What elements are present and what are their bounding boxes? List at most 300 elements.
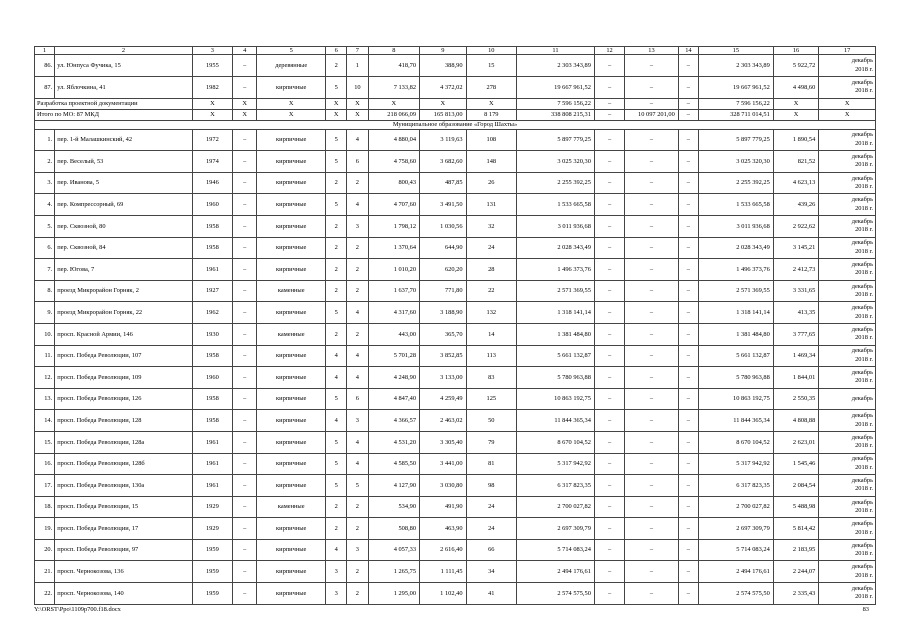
cost-cell: 11 844 365,34 <box>517 410 595 432</box>
footer-page-number: 83 <box>862 606 869 613</box>
address-cell: просп. Победа Революции, 107 <box>55 345 192 367</box>
deadline-month: декабрь <box>851 153 873 161</box>
column-number: 10 <box>466 47 517 55</box>
entrances-cell: 2 <box>347 323 368 345</box>
table-cell: – <box>625 259 679 281</box>
deadline-year: 2018 г. <box>855 593 873 601</box>
unit-cost-cell: 4 808,88 <box>773 410 818 432</box>
total-area-cell: 4 847,40 <box>368 388 420 410</box>
total-area-cell: 5 701,28 <box>368 345 420 367</box>
deadline-year: 2018 г. <box>855 571 873 579</box>
table-cell: – <box>678 561 698 583</box>
row-number: 8. <box>35 280 55 302</box>
deadline-year: 2018 г. <box>855 528 873 536</box>
address-cell: пер. Сквозной, 80 <box>55 215 192 237</box>
row-number: 10. <box>35 323 55 345</box>
cost-cell: 2 028 343,49 <box>517 237 595 259</box>
living-area-cell: 491,90 <box>420 496 466 518</box>
cost-cell: 2 571 369,55 <box>517 280 595 302</box>
column-number: 4 <box>233 47 257 55</box>
total-area-cell: 4 585,50 <box>368 453 420 475</box>
column-number: 3 <box>192 47 232 55</box>
deadline-cell <box>819 302 876 324</box>
row-label: Итого по МО: 87 МКД <box>35 109 193 120</box>
address-cell: просп. Красной Армии, 146 <box>55 323 192 345</box>
cost-cell: 2 303 343,89 <box>517 55 595 77</box>
living-area-cell: 388,90 <box>420 55 466 77</box>
residents-cell: 15 <box>466 55 517 77</box>
table-cell: – <box>594 109 624 120</box>
cost-cell: 2 494 176,61 <box>517 561 595 583</box>
year-cell: 1958 <box>192 215 232 237</box>
x-cell: X <box>347 98 368 109</box>
table-cell: – <box>594 367 624 389</box>
deadline-cell <box>819 561 876 583</box>
address-cell: проезд Микрорайон Горняк, 22 <box>55 302 192 324</box>
year-cell: 1958 <box>192 410 232 432</box>
total-area-cell: 4 127,90 <box>368 475 420 497</box>
cost-cell: 2 700 027,82 <box>517 496 595 518</box>
column-number: 11 <box>517 47 595 55</box>
table-row <box>35 518 876 540</box>
deadline-cell <box>819 453 876 475</box>
cost-cell: 5 317 942,92 <box>517 453 595 475</box>
table-cell: – <box>678 302 698 324</box>
cost-cell: 2 574 575,50 <box>517 583 595 605</box>
wall-material-cell: кирпичные <box>257 215 326 237</box>
living-area-cell: 3 491,50 <box>420 194 466 216</box>
row-label: Разработка проектной документации <box>35 98 193 109</box>
deadline-month: декабрь <box>851 304 873 312</box>
cost-cell: 1 533 665,58 <box>517 194 595 216</box>
table-cell: – <box>625 518 679 540</box>
floors-cell: 2 <box>326 259 347 281</box>
cost-cell: 1 496 373,76 <box>517 259 595 281</box>
deadline-cell <box>819 280 876 302</box>
fund-cost-cell: 5 317 942,92 <box>698 453 773 475</box>
deadline-cell <box>819 194 876 216</box>
row-number: 16. <box>35 453 55 475</box>
wall-material-cell: кирпичные <box>257 237 326 259</box>
unit-cost-cell: 2 084,54 <box>773 475 818 497</box>
table-cell: – <box>678 151 698 173</box>
address-cell: просп. Победа Революции, 128а <box>55 431 192 453</box>
table-cell: – <box>233 367 257 389</box>
entrances-cell: 2 <box>347 561 368 583</box>
wall-material-cell: кирпичные <box>257 77 326 99</box>
residents-cell: 113 <box>466 345 517 367</box>
row-number: 3. <box>35 172 55 194</box>
deadline-month: декабрь <box>851 347 873 355</box>
table-cell: – <box>594 410 624 432</box>
table-cell: – <box>625 323 679 345</box>
table-cell: – <box>233 583 257 605</box>
unit-cost-cell: 2 623,01 <box>773 431 818 453</box>
table-cell: – <box>625 583 679 605</box>
x-cell: X <box>233 109 257 120</box>
total-area-cell: 443,00 <box>368 323 420 345</box>
table-cell: – <box>233 345 257 367</box>
column-number: 7 <box>347 47 368 55</box>
residents-cell: 8 179 <box>466 109 517 120</box>
deadline-month: декабрь <box>851 196 873 204</box>
deadline-month: декабрь <box>851 261 873 269</box>
residents-cell: 28 <box>466 259 517 281</box>
table-cell: – <box>594 77 624 99</box>
deadline-month: декабрь <box>851 476 873 484</box>
table-row <box>35 539 876 561</box>
deadline-cell <box>819 129 876 151</box>
unit-cost-cell: 2 335,43 <box>773 583 818 605</box>
fund-cost-cell: 5 897 779,25 <box>698 129 773 151</box>
address-cell: просп. Победа Революции, 130а <box>55 475 192 497</box>
table-cell: – <box>678 98 698 109</box>
column-number: 8 <box>368 47 420 55</box>
living-area-cell: 3 852,85 <box>420 345 466 367</box>
table-cell: – <box>233 280 257 302</box>
table-cell: – <box>678 259 698 281</box>
table-cell: – <box>678 172 698 194</box>
total-area-cell: 1 295,00 <box>368 583 420 605</box>
deadline-year: 2018 г. <box>855 226 873 234</box>
entrances-cell: 6 <box>347 388 368 410</box>
entrances-cell: 2 <box>347 583 368 605</box>
floors-cell: 5 <box>326 475 347 497</box>
table-cell: – <box>625 172 679 194</box>
row-number: 6. <box>35 237 55 259</box>
deadline-cell <box>819 583 876 605</box>
deadline-month: декабрь <box>851 78 873 86</box>
wall-material-cell: кирпичные <box>257 410 326 432</box>
table-cell: – <box>233 302 257 324</box>
entrances-cell: 3 <box>347 410 368 432</box>
table-cell: – <box>233 323 257 345</box>
column-number: 17 <box>819 47 876 55</box>
table-cell: – <box>233 215 257 237</box>
table-cell: – <box>594 496 624 518</box>
section-header-row <box>35 120 876 129</box>
table-row <box>35 237 876 259</box>
x-cell: X <box>326 98 347 109</box>
table-cell: – <box>678 453 698 475</box>
total-area-cell: 7 133,82 <box>368 77 420 99</box>
floors-cell: 4 <box>326 410 347 432</box>
deadline-year: 2018 г. <box>855 463 873 471</box>
unit-cost-cell: 821,52 <box>773 151 818 173</box>
deadline-month: декабрь <box>851 412 873 420</box>
table-row <box>35 172 876 194</box>
row-number: 7. <box>35 259 55 281</box>
unit-cost-cell: 2 412,73 <box>773 259 818 281</box>
row-number: 14. <box>35 410 55 432</box>
x-cell: X <box>192 98 232 109</box>
floors-cell: 5 <box>326 194 347 216</box>
entrances-cell: 4 <box>347 453 368 475</box>
table-cell: – <box>625 98 679 109</box>
table-row <box>35 561 876 583</box>
floors-cell: 5 <box>326 129 347 151</box>
table-cell: – <box>594 561 624 583</box>
address-cell: пер. 1-й Малашкинский, 42 <box>55 129 192 151</box>
residents-cell: 14 <box>466 323 517 345</box>
deadline-year: 2018 г. <box>855 247 873 255</box>
section-title: Муниципальное образование «Город Шахты» <box>35 120 876 129</box>
floors-cell: 5 <box>326 431 347 453</box>
wall-material-cell: каменные <box>257 496 326 518</box>
living-area-cell: 3 030,80 <box>420 475 466 497</box>
address-cell: ул. Яблочкина, 41 <box>55 77 192 99</box>
x-cell: X <box>819 98 876 109</box>
unit-cost-cell: 2 183,95 <box>773 539 818 561</box>
x-cell: X <box>368 98 420 109</box>
column-number: 12 <box>594 47 624 55</box>
entrances-cell: 3 <box>347 539 368 561</box>
table-row <box>35 345 876 367</box>
wall-material-cell: кирпичные <box>257 151 326 173</box>
x-cell: X <box>773 98 818 109</box>
unit-cost-cell: 5 922,72 <box>773 55 818 77</box>
x-cell: X <box>466 98 517 109</box>
living-area-cell: 165 813,00 <box>420 109 466 120</box>
cost-cell: 2 255 392,25 <box>517 172 595 194</box>
unit-cost-cell: 4 498,60 <box>773 77 818 99</box>
entrances-cell: 3 <box>347 215 368 237</box>
living-area-cell: 2 616,40 <box>420 539 466 561</box>
table-cell: – <box>625 431 679 453</box>
residents-cell: 79 <box>466 431 517 453</box>
living-area-cell: 1 111,45 <box>420 561 466 583</box>
table-cell: – <box>625 453 679 475</box>
year-cell: 1929 <box>192 496 232 518</box>
year-cell: 1959 <box>192 583 232 605</box>
table-cell: – <box>233 453 257 475</box>
table-cell: – <box>625 539 679 561</box>
deadline-cell <box>819 259 876 281</box>
floors-cell: 2 <box>326 518 347 540</box>
total-area-cell: 4 366,57 <box>368 410 420 432</box>
cost-cell: 5 714 083,24 <box>517 539 595 561</box>
table-cell: – <box>233 539 257 561</box>
fund-cost-cell: 2 571 369,55 <box>698 280 773 302</box>
address-cell: пер. Веселый, 53 <box>55 151 192 173</box>
row-number: 5. <box>35 215 55 237</box>
table-cell: – <box>678 388 698 410</box>
table-cell: – <box>678 194 698 216</box>
floors-cell: 2 <box>326 215 347 237</box>
table-cell: – <box>625 280 679 302</box>
total-area-cell: 1 010,20 <box>368 259 420 281</box>
address-cell: проезд Микрорайон Горняк, 2 <box>55 280 192 302</box>
address-cell: просп. Победа Революции, 128б <box>55 453 192 475</box>
deadline-month: декабрь <box>851 563 873 571</box>
deadline-month: декабрь <box>851 174 873 182</box>
unit-cost-cell: 1 545,46 <box>773 453 818 475</box>
table-row <box>35 367 876 389</box>
deadline-cell <box>819 345 876 367</box>
living-area-cell: 3 305,40 <box>420 431 466 453</box>
entrances-cell: 1 <box>347 55 368 77</box>
table-cell: – <box>625 367 679 389</box>
row-number: 17. <box>35 475 55 497</box>
wall-material-cell: кирпичные <box>257 388 326 410</box>
fund-cost-cell: 11 844 365,34 <box>698 410 773 432</box>
address-cell: просп. Чернокозова, 140 <box>55 583 192 605</box>
living-area-cell: 1 030,56 <box>420 215 466 237</box>
deadline-year: 2018 г. <box>855 161 873 169</box>
table-cell: – <box>233 129 257 151</box>
row-number: 19. <box>35 518 55 540</box>
table-cell: – <box>678 280 698 302</box>
table-cell: – <box>233 55 257 77</box>
fund-cost-cell: 1 533 665,58 <box>698 194 773 216</box>
deadline-cell <box>819 237 876 259</box>
total-area-cell: 4 531,20 <box>368 431 420 453</box>
deadline-cell <box>819 475 876 497</box>
year-cell: 1961 <box>192 259 232 281</box>
total-area-cell: 4 248,90 <box>368 367 420 389</box>
wall-material-cell: кирпичные <box>257 453 326 475</box>
floors-cell: 4 <box>326 345 347 367</box>
address-cell: просп. Победа Революции, 128 <box>55 410 192 432</box>
total-row <box>35 109 876 120</box>
entrances-cell: 4 <box>347 345 368 367</box>
x-cell: X <box>420 98 466 109</box>
living-area-cell: 487,85 <box>420 172 466 194</box>
table-cell: – <box>233 431 257 453</box>
table-row <box>35 302 876 324</box>
residents-cell: 131 <box>466 194 517 216</box>
year-cell: 1961 <box>192 453 232 475</box>
year-cell: 1972 <box>192 129 232 151</box>
residents-cell: 22 <box>466 280 517 302</box>
design-documentation-row <box>35 98 876 109</box>
entrances-cell: 2 <box>347 280 368 302</box>
fund-cost-cell: 2 028 343,49 <box>698 237 773 259</box>
entrances-cell: 4 <box>347 431 368 453</box>
row-number: 1. <box>35 129 55 151</box>
row-number: 21. <box>35 561 55 583</box>
address-cell: просп. Победа Революции, 126 <box>55 388 192 410</box>
address-cell: просп. Победа Революции, 97 <box>55 539 192 561</box>
deadline-month: декабрь <box>851 394 873 402</box>
table-cell: – <box>678 367 698 389</box>
fund-cost-cell: 3 011 936,68 <box>698 215 773 237</box>
residents-cell: 24 <box>466 496 517 518</box>
column-number-row <box>35 47 876 55</box>
unit-cost-cell: 2 922,62 <box>773 215 818 237</box>
year-cell: 1958 <box>192 388 232 410</box>
deadline-cell <box>819 151 876 173</box>
wall-material-cell: кирпичные <box>257 518 326 540</box>
deadline-year: 2018 г. <box>855 506 873 514</box>
deadline-year: 2018 г. <box>855 204 873 212</box>
living-area-cell: 3 682,60 <box>420 151 466 173</box>
unit-cost-cell: 5 488,98 <box>773 496 818 518</box>
table-cell: – <box>594 259 624 281</box>
deadline-cell <box>819 431 876 453</box>
entrances-cell: 4 <box>347 129 368 151</box>
wall-material-cell: кирпичные <box>257 367 326 389</box>
fund-cost-cell: 3 025 320,30 <box>698 151 773 173</box>
fund-cost-cell: 8 670 104,52 <box>698 431 773 453</box>
deadline-cell <box>819 410 876 432</box>
entrances-cell: 5 <box>347 475 368 497</box>
address-cell: ул. Юнпуса Фучика, 15 <box>55 55 192 77</box>
fund-cost-cell: 10 863 192,75 <box>698 388 773 410</box>
table-row <box>35 388 876 410</box>
column-number: 13 <box>625 47 679 55</box>
floors-cell: 5 <box>326 388 347 410</box>
deadline-month: декабрь <box>851 131 873 139</box>
row-number: 20. <box>35 539 55 561</box>
year-cell: 1929 <box>192 518 232 540</box>
row-number: 9. <box>35 302 55 324</box>
total-area-cell: 1 798,12 <box>368 215 420 237</box>
fund-cost-cell: 1 381 484,80 <box>698 323 773 345</box>
table-cell: – <box>625 215 679 237</box>
total-area-cell: 1 265,75 <box>368 561 420 583</box>
deadline-cell <box>819 77 876 99</box>
table-cell: – <box>594 453 624 475</box>
table-cell: – <box>678 539 698 561</box>
total-area-cell: 4 707,60 <box>368 194 420 216</box>
residents-cell: 125 <box>466 388 517 410</box>
unit-cost-cell: 413,35 <box>773 302 818 324</box>
deadline-month: декабрь <box>851 584 873 592</box>
deadline-cell <box>819 518 876 540</box>
table-row <box>35 280 876 302</box>
table-cell: – <box>625 129 679 151</box>
row-number: 13. <box>35 388 55 410</box>
deadline-year: 2018 г. <box>855 355 873 363</box>
table-cell: – <box>594 518 624 540</box>
wall-material-cell: каменные <box>257 280 326 302</box>
residents-cell: 34 <box>466 561 517 583</box>
table-cell: – <box>625 388 679 410</box>
address-cell: просп. Победа Революции, 17 <box>55 518 192 540</box>
column-number: 1 <box>35 47 55 55</box>
table-cell: – <box>594 237 624 259</box>
entrances-cell: 2 <box>347 496 368 518</box>
deadline-year: 2018 г. <box>855 269 873 277</box>
floors-cell: 2 <box>326 172 347 194</box>
deadline-month: декабрь <box>851 498 873 506</box>
row-number: 18. <box>35 496 55 518</box>
unit-cost-cell: 2 244,07 <box>773 561 818 583</box>
table-row <box>35 410 876 432</box>
table-cell: – <box>233 496 257 518</box>
table-cell: – <box>678 129 698 151</box>
table-cell: – <box>233 77 257 99</box>
column-number: 14 <box>678 47 698 55</box>
floors-cell: 5 <box>326 453 347 475</box>
row-number: 86. <box>35 55 55 77</box>
x-cell: X <box>819 109 876 120</box>
residents-cell: 81 <box>466 453 517 475</box>
table-row <box>35 431 876 453</box>
table-cell: – <box>678 215 698 237</box>
table-cell: – <box>594 215 624 237</box>
total-area-cell: 1 370,64 <box>368 237 420 259</box>
x-cell: X <box>233 98 257 109</box>
total-area-cell: 4 758,60 <box>368 151 420 173</box>
cost-cell: 1 381 484,80 <box>517 323 595 345</box>
table-cell: – <box>678 583 698 605</box>
address-cell: просп. Чернокозова, 136 <box>55 561 192 583</box>
living-area-cell: 4 259,49 <box>420 388 466 410</box>
column-number: 15 <box>698 47 773 55</box>
address-cell: просп. Победа Революции, 109 <box>55 367 192 389</box>
